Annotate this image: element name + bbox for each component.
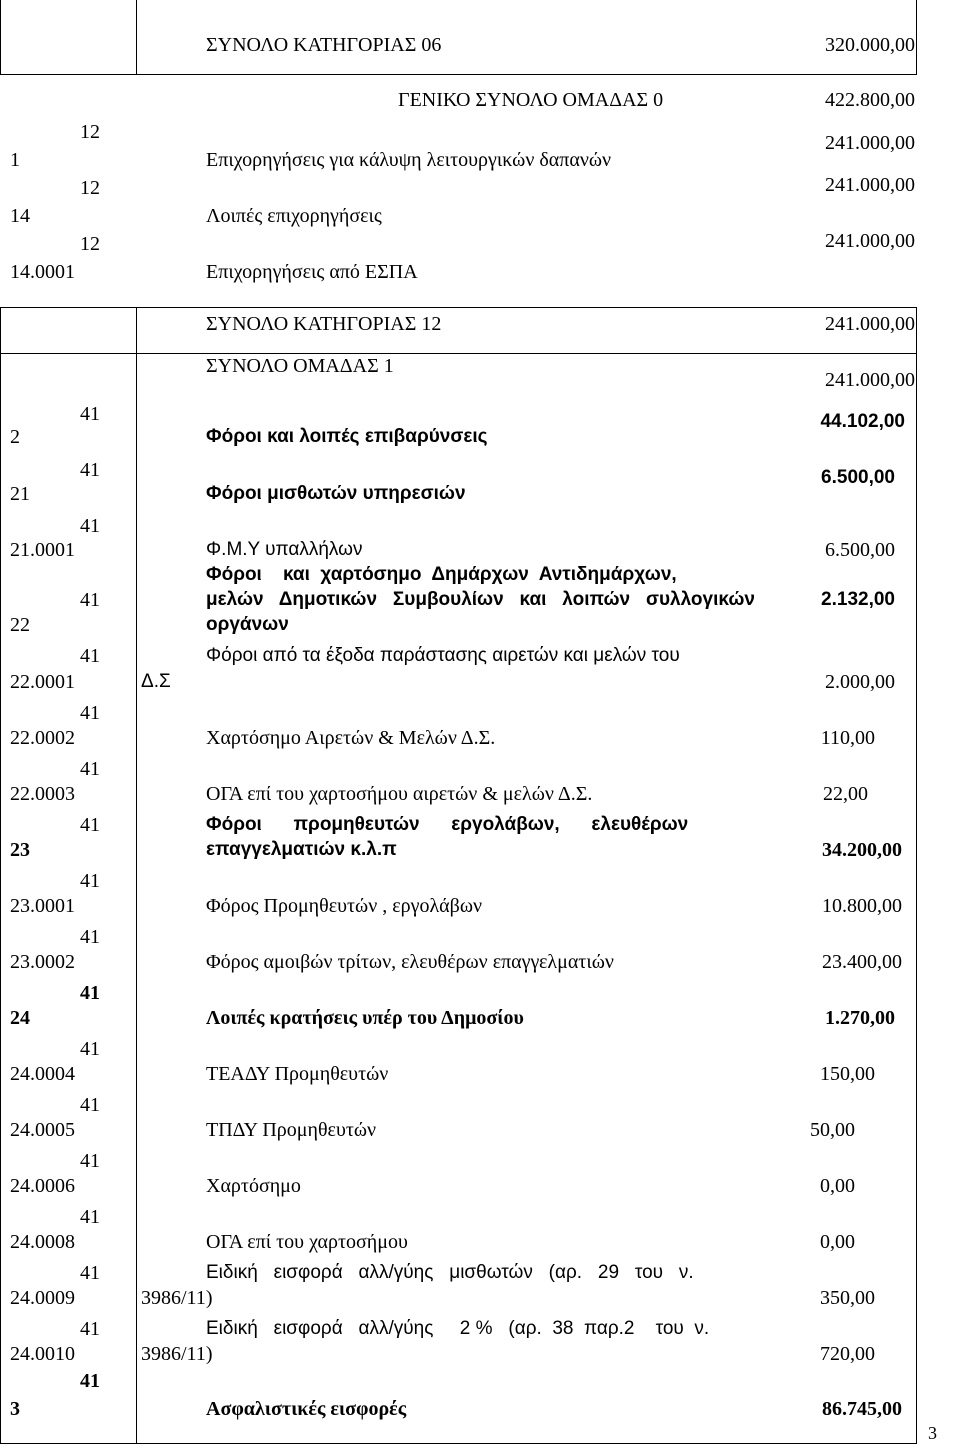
row-code: 21: [10, 483, 30, 505]
row-category: 12: [80, 121, 100, 143]
row-code: 22.0002: [10, 727, 75, 749]
row-amount: 34.200,00: [822, 839, 902, 861]
table-border-left: [0, 353, 1, 1443]
row-category: 41: [80, 1094, 100, 1116]
row-category: 41: [80, 1038, 100, 1060]
row-category: 41: [80, 589, 100, 611]
category-total-value: 320.000,00: [825, 34, 915, 56]
row-category: 12: [80, 177, 100, 199]
row-description: Φόροι και λοιπές επιβαρύνσεις: [206, 426, 488, 447]
row-amount: 6.500,00: [821, 467, 895, 488]
row-description-line: οργάνων: [206, 614, 289, 635]
table-border: [136, 353, 137, 1443]
row-description: Επιχορηγήσεις για κάλυψη λειτουργικών δαπανών: [206, 149, 612, 171]
row-category: 41: [80, 1150, 100, 1172]
group-total-value: 422.800,00: [825, 89, 915, 111]
row-category: 41: [80, 645, 100, 667]
row-code: 14.0001: [10, 261, 75, 283]
row-description: ΤΠΔΥ Προμηθευτών: [206, 1119, 377, 1141]
row-description-line: Ειδική εισφορά αλλ/γύης 2 % (αρ. 38 παρ.2 του ν.: [206, 1318, 710, 1339]
table-rule: [0, 74, 917, 75]
row-code: 22.0001: [10, 671, 75, 693]
row-amount: 10.800,00: [822, 895, 902, 917]
page-number: 3: [928, 1423, 937, 1443]
row-amount: 241.000,00: [825, 132, 915, 154]
row-code: 24.0006: [10, 1175, 75, 1197]
row-description: Λοιπές επιχορηγήσεις: [206, 205, 382, 227]
row-amount: 6.500,00: [825, 539, 895, 561]
row-category: 41: [80, 702, 100, 724]
row-description: ΟΓΑ επί του χαρτοσήμου: [206, 1231, 408, 1253]
category-total-value: 241.000,00: [825, 313, 915, 335]
table-border-left: [0, 0, 1, 74]
row-amount: 23.400,00: [822, 951, 902, 973]
row-description-line: επαγγελματιών κ.λ.π: [206, 839, 397, 860]
table-border: [136, 307, 137, 353]
row-description-line: 3986/11): [141, 1343, 213, 1365]
category-total-label: ΣΥΝΟΛΟ ΚΑΤΗΓΟΡΙΑΣ 06: [206, 34, 442, 56]
row-description: Φόροι μισθωτών υπηρεσιών: [206, 483, 466, 504]
table-rule: [0, 353, 917, 354]
row-code: 22.0003: [10, 783, 75, 805]
row-code: 1: [10, 149, 20, 171]
row-code: 21.0001: [10, 539, 75, 561]
row-code: 24.0005: [10, 1119, 75, 1141]
row-description: ΤΕΑΔΥ Προμηθευτών: [206, 1063, 389, 1085]
row-amount: 86.745,00: [822, 1398, 902, 1420]
row-code: 23: [10, 839, 30, 861]
table-rule: [0, 1443, 917, 1444]
row-amount: 0,00: [820, 1231, 855, 1253]
row-category: 41: [80, 459, 100, 481]
row-amount: 0,00: [820, 1175, 855, 1197]
row-code: 2: [10, 426, 20, 448]
row-description: ΟΓΑ επί του χαρτοσήμου αιρετών & μελών Δ.Σ.: [206, 783, 593, 805]
row-category: 41: [80, 982, 100, 1004]
row-description-line: 3986/11): [141, 1287, 213, 1309]
row-code: 24.0008: [10, 1231, 75, 1253]
row-description: Φ.Μ.Υ υπαλλήλων: [206, 539, 363, 560]
group-total-label: ΓΕΝΙΚΟ ΣΥΝΟΛΟ ΟΜΑΔΑΣ 0: [398, 89, 664, 111]
row-amount: 150,00: [820, 1063, 875, 1085]
row-category: 41: [80, 515, 100, 537]
row-amount: 241.000,00: [825, 230, 915, 252]
row-amount: 241.000,00: [825, 174, 915, 196]
group-total-label: ΣΥΝΟΛΟ ΟΜΑΔΑΣ 1: [206, 355, 394, 377]
row-category: 12: [80, 233, 100, 255]
row-category: 41: [80, 870, 100, 892]
row-description: Χαρτόσημο: [206, 1175, 301, 1197]
row-code: 23.0001: [10, 895, 75, 917]
category-total-label: ΣΥΝΟΛΟ ΚΑΤΗΓΟΡΙΑΣ 12: [206, 313, 442, 335]
table-border-right: [916, 353, 917, 1443]
row-category: 41: [80, 926, 100, 948]
table-border-right: [916, 307, 917, 353]
table-rule: [0, 307, 917, 308]
row-category: 41: [80, 1262, 100, 1284]
row-amount: 2.000,00: [825, 671, 895, 693]
row-description: Λοιπές κρατήσεις υπέρ του Δημοσίου: [206, 1007, 524, 1029]
table-border-right: [916, 0, 917, 74]
row-code: 22: [10, 614, 30, 636]
row-code: 24.0009: [10, 1287, 75, 1309]
row-category: 41: [80, 1370, 100, 1392]
row-code: 24: [10, 1007, 30, 1029]
row-code: 14: [10, 205, 30, 227]
row-code: 3: [10, 1398, 20, 1420]
group-total-value: 241.000,00: [825, 369, 915, 391]
row-amount: 2.132,00: [821, 589, 895, 610]
row-amount: 720,00: [820, 1343, 875, 1365]
row-category: 41: [80, 1318, 100, 1340]
row-amount: 50,00: [810, 1119, 855, 1141]
row-description: Ασφαλιστικές εισφορές: [206, 1398, 407, 1420]
row-code: 23.0002: [10, 951, 75, 973]
table-border: [136, 0, 137, 74]
row-category: 41: [80, 403, 100, 425]
row-category: 41: [80, 758, 100, 780]
row-description: Φόρος Προμηθευτών , εργολάβων: [206, 895, 483, 917]
table-border-left: [0, 307, 1, 353]
row-description-line: μελών Δημοτικών Συμβουλίων και λοιπών συλλογικών: [206, 589, 755, 610]
row-description: Επιχορηγήσεις από ΕΣΠΑ: [206, 261, 418, 283]
row-code: 24.0004: [10, 1063, 75, 1085]
row-category: 41: [80, 1206, 100, 1228]
row-description-line: Φόροι προμηθευτών εργολάβων, ελευθέρων: [206, 814, 689, 835]
row-amount: 44.102,00: [820, 411, 905, 432]
row-description: Χαρτόσημο Αιρετών & Μελών Δ.Σ.: [206, 727, 496, 749]
row-description: Φόρος αμοιβών τρίτων, ελευθέρων επαγγελματιών: [206, 951, 614, 973]
row-amount: 1.270,00: [825, 1007, 895, 1029]
row-amount: 22,00: [823, 783, 868, 805]
row-code: 24.0010: [10, 1343, 75, 1365]
row-description-line: Δ.Σ: [141, 671, 171, 692]
row-description-line: Ειδική εισφορά αλλ/γύης μισθωτών (αρ. 29 του ν.: [206, 1262, 694, 1283]
row-description-line: Φόροι και χαρτόσημο Δημάρχων Αντιδημάρχων,: [206, 564, 677, 585]
row-category: 41: [80, 814, 100, 836]
row-amount: 110,00: [820, 727, 875, 749]
row-amount: 350,00: [820, 1287, 875, 1309]
row-description-line: Φόροι από τα έξοδα παράστασης αιρετών και μελών του: [206, 645, 680, 666]
